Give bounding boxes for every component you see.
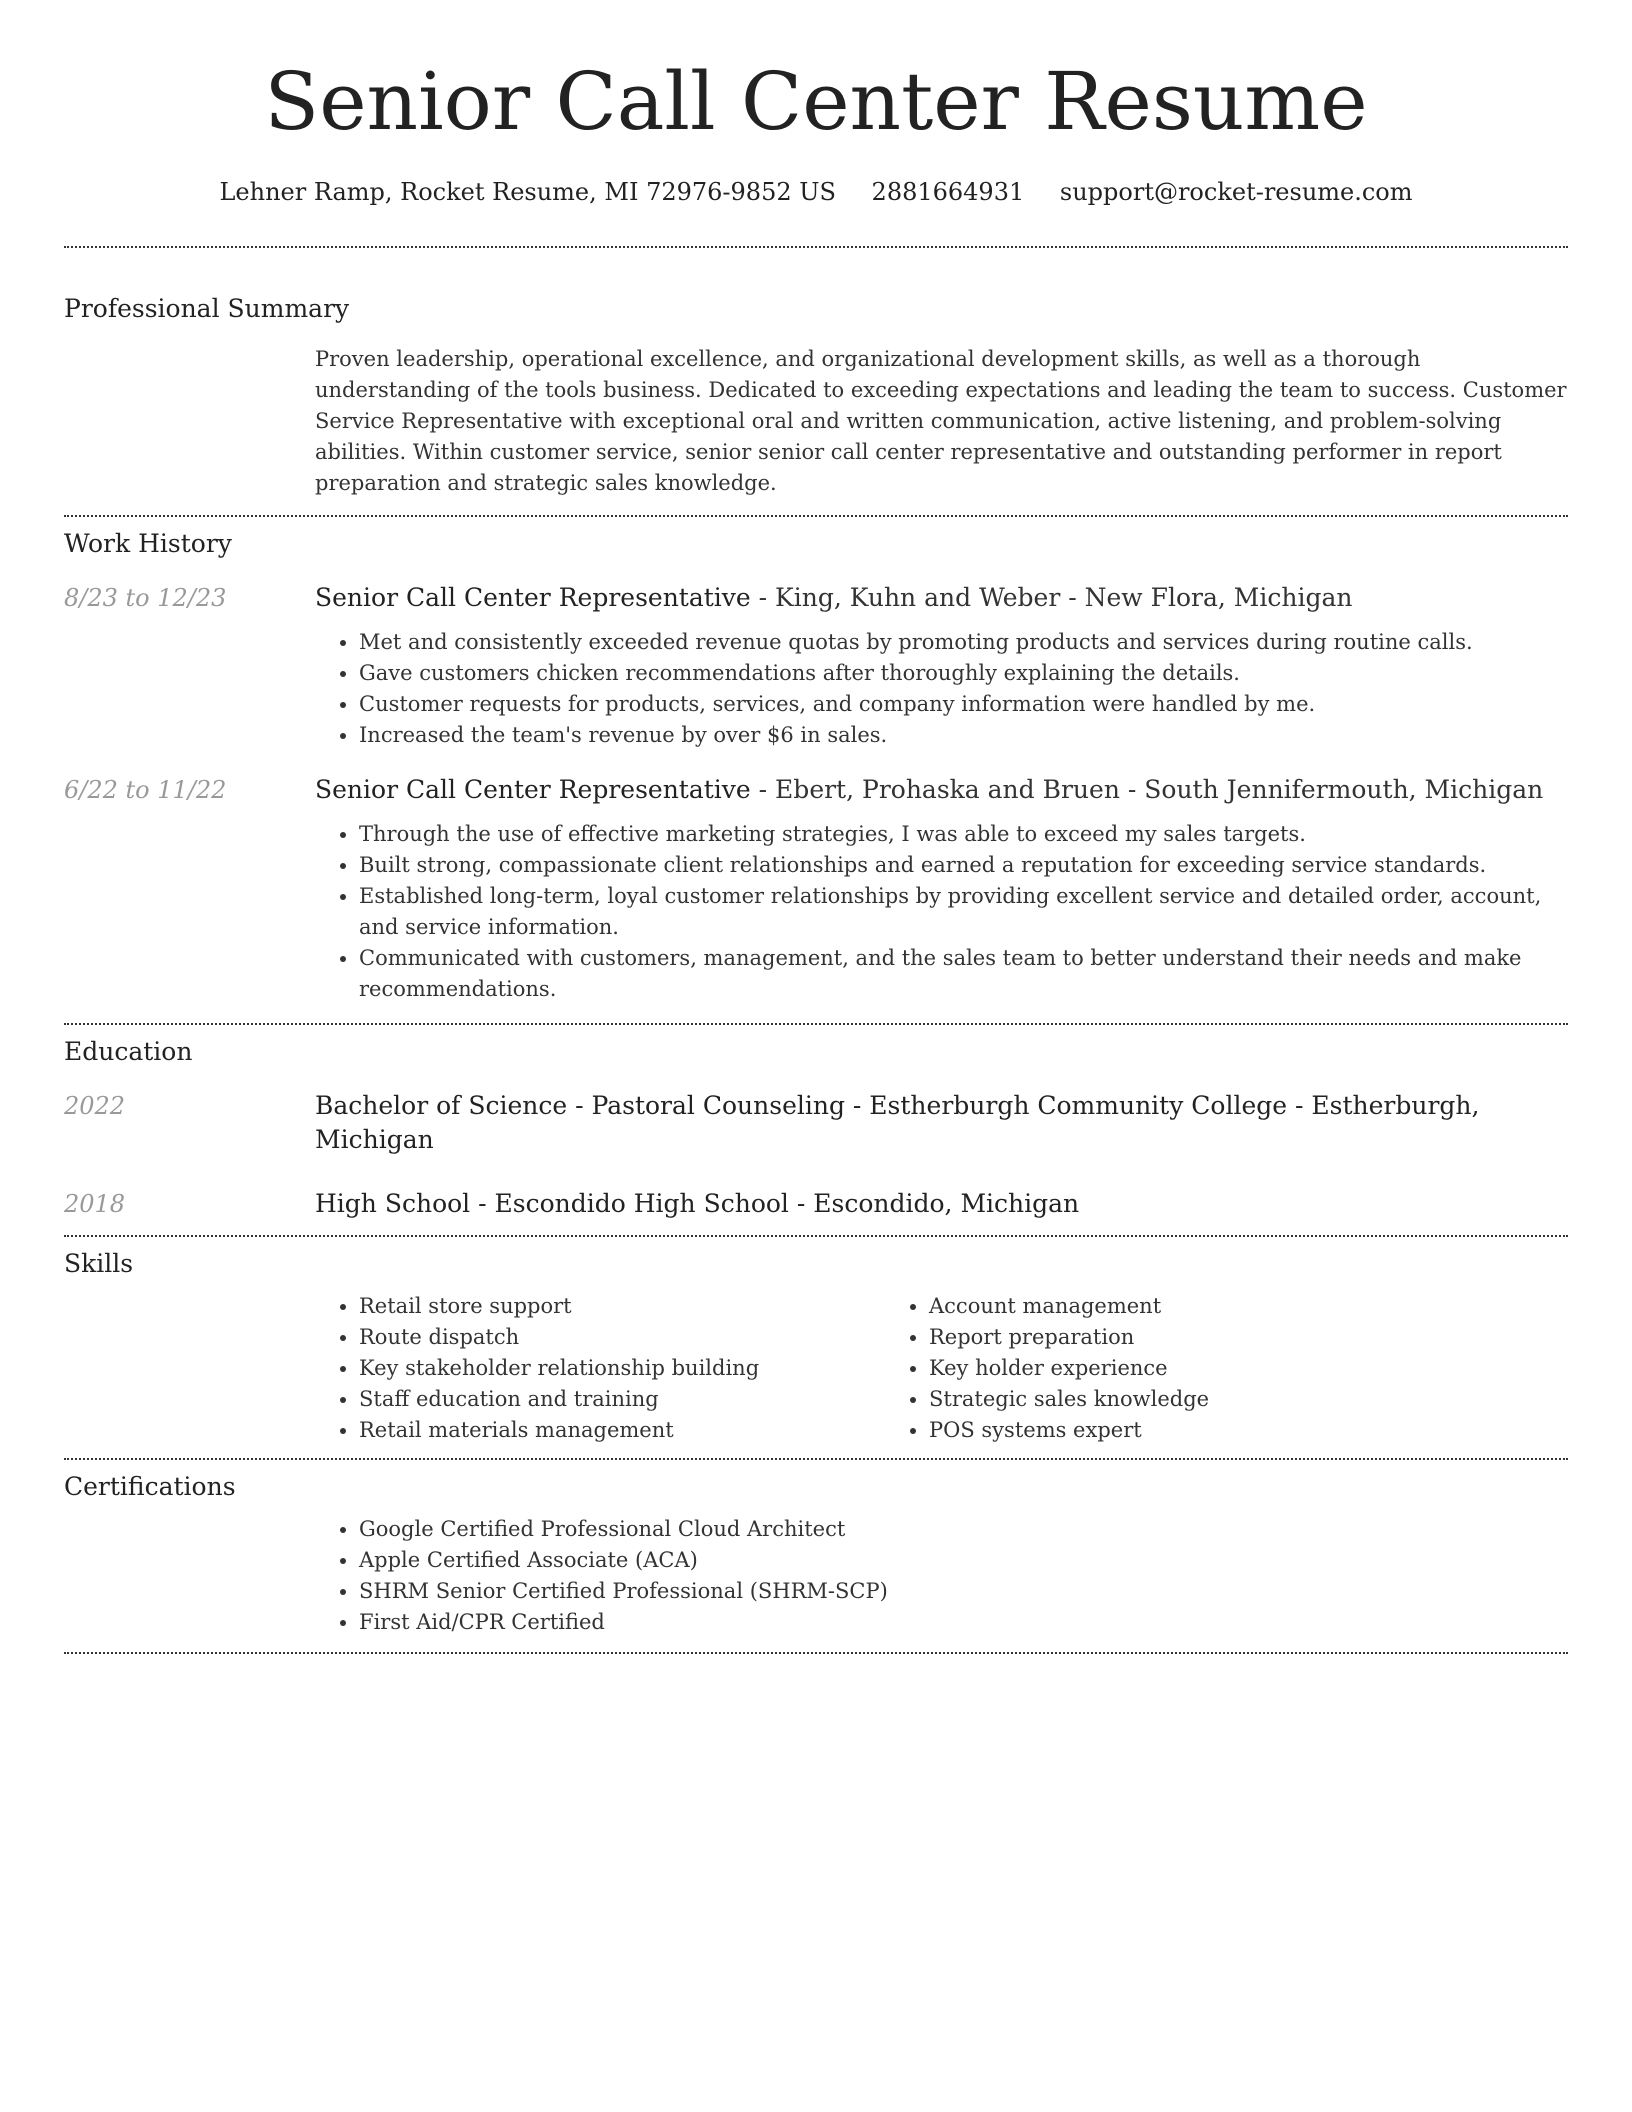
- job-heading: [315, 773, 1568, 807]
- education-year: 2018: [64, 1190, 126, 1218]
- skills-list-right: [885, 1291, 1568, 1446]
- skill-item: • Retail materials management: [359, 1415, 885, 1446]
- contact-address: Lehner Ramp, Rocket Resume, MI 72976-9852 US: [219, 178, 836, 206]
- contact-email: support@rocket-resume.com: [1059, 178, 1413, 206]
- section-heading-certifications: Certifications: [64, 1472, 236, 1501]
- resume-header: [64, 0, 1568, 210]
- skill-item: • Staff education and training: [359, 1384, 885, 1415]
- education-entry: [64, 1089, 1568, 1157]
- job-body: [315, 581, 1568, 751]
- contact-line: [64, 174, 1568, 210]
- section-heading-work: Work History: [64, 529, 232, 558]
- certification-item: • SHRM Senior Certified Professional (SHRM-SCP): [359, 1576, 1568, 1607]
- certification-item: • Google Certified Professional Cloud Architect: [359, 1514, 1568, 1545]
- certifications-section: [64, 1460, 1568, 1638]
- job-body: [315, 773, 1568, 1005]
- job-details: - King, Kuhn and Weber - New Flora, Michigan: [750, 583, 1353, 612]
- certification-item: • Apple Certified Associate (ACA): [359, 1545, 1568, 1576]
- job-entry: [64, 581, 1568, 751]
- job-heading: [315, 581, 1568, 615]
- job-bullet: • Customer requests for products, services, and company information were handled by me.: [359, 689, 1568, 720]
- resume-title: Senior Call Center Resume: [264, 55, 1368, 148]
- education-section: [64, 1025, 1568, 1235]
- contact-phone: 2881664931: [871, 178, 1025, 206]
- work-history-section: [64, 517, 1568, 1005]
- summary-text: Proven leadership, operational excellence, and organizational development skills, as well as a thorough understanding of the tools business. Dedicated to exceeding expectations and leading the team to success. Customer Service Representative with exceptional oral and written communication, active listening, and problem-solving abilities. Within customer service, senior senior call center representative and outstanding performer in report preparation and strategic sales knowledge.: [315, 347, 1567, 495]
- job-bullet: • Communicated with customers, management, and the sales team to better understand their needs and make recommendations.: [359, 943, 1568, 1005]
- section-divider: [64, 1652, 1568, 1654]
- education-entry: [64, 1187, 1568, 1221]
- job-bullet: • Increased the team's revenue by over $6 in sales.: [359, 720, 1568, 751]
- section-heading-education: Education: [64, 1037, 193, 1066]
- education-text: High School - Escondido High School - Escondido, Michigan: [315, 1189, 1080, 1218]
- skills-section: [64, 1237, 1568, 1446]
- job-bullet: • Gave customers chicken recommendations after thoroughly explaining the details.: [359, 658, 1568, 689]
- job-bullet: • Established long-term, loyal customer relationships by providing excellent service and detailed order, account, and service information.: [359, 881, 1568, 943]
- job-details: - Ebert, Prohaska and Bruen - South Jennifermouth, Michigan: [750, 775, 1544, 804]
- certifications-list: [315, 1514, 1568, 1638]
- section-heading-skills: Skills: [64, 1249, 134, 1278]
- job-dates: 6/22 to 11/22: [64, 776, 227, 804]
- job-dates: 8/23 to 12/23: [64, 584, 227, 612]
- education-text: Bachelor of Science - Pastoral Counseling - Estherburgh Community College - Estherburgh, Michigan: [315, 1091, 1480, 1154]
- professional-summary-section: [64, 248, 1568, 499]
- job-bullet: • Built strong, compassionate client relationships and earned a reputation for exceeding service standards.: [359, 850, 1568, 881]
- skill-item: • Route dispatch: [359, 1322, 885, 1353]
- skill-item: • Key holder experience: [929, 1353, 1568, 1384]
- skills-list-left: [315, 1291, 885, 1446]
- skill-item: • Account management: [929, 1291, 1568, 1322]
- section-heading-summary: Professional Summary: [64, 294, 350, 323]
- job-title: Senior Call Center Representative: [315, 583, 751, 612]
- job-bullets: [315, 627, 1568, 751]
- skill-item: • Strategic sales knowledge: [929, 1384, 1568, 1415]
- education-year: 2022: [64, 1092, 126, 1120]
- spacer: [64, 1221, 1568, 1235]
- job-bullet: • Through the use of effective marketing strategies, I was able to exceed my sales targets.: [359, 819, 1568, 850]
- job-entry: [64, 773, 1568, 1005]
- job-bullet: • Met and consistently exceeded revenue quotas by promoting products and services during routine calls.: [359, 627, 1568, 658]
- certification-item: • First Aid/CPR Certified: [359, 1607, 1568, 1638]
- job-title: Senior Call Center Representative: [315, 775, 751, 804]
- skill-item: • Retail store support: [359, 1291, 885, 1322]
- skill-item: • Report preparation: [929, 1322, 1568, 1353]
- skill-item: • POS systems expert: [929, 1415, 1568, 1446]
- skills-columns: [315, 1291, 1568, 1446]
- skill-item: • Key stakeholder relationship building: [359, 1353, 885, 1384]
- job-bullets: [315, 819, 1568, 1005]
